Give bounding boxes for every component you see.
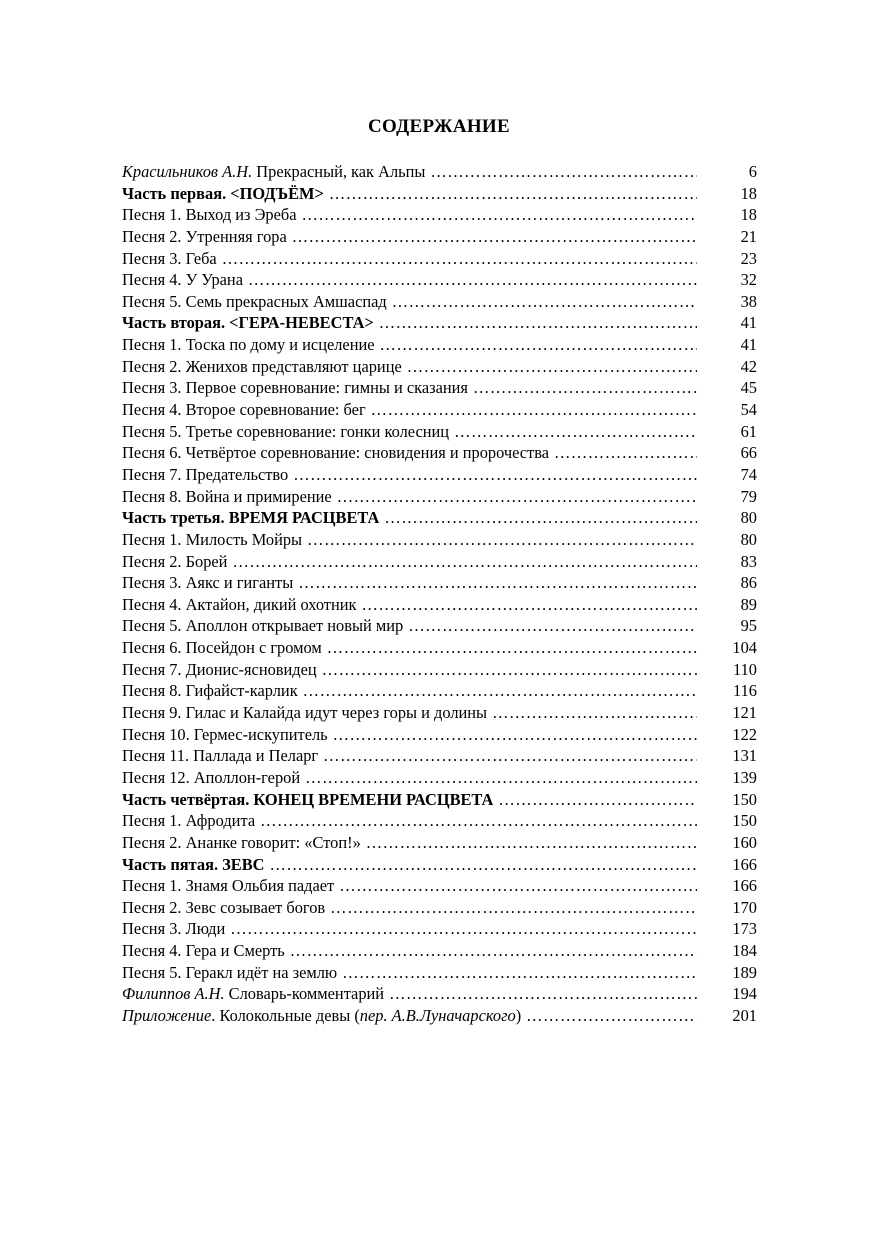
toc-entry-title: Песня 1. Афродита [122,811,256,831]
toc-part-heading [122,312,757,334]
toc-page-number: 38 [740,291,757,311]
toc-page-number: 139 [732,767,757,787]
dot-leader [303,680,697,702]
toc-entry-title: Часть пятая. ЗЕВС [122,854,265,874]
toc-entry [122,464,757,486]
toc-page-number: 150 [732,811,757,831]
toc-page-number: 166 [732,854,757,874]
dot-leader [302,204,697,226]
toc-page-number: 41 [740,313,757,333]
toc-page-number: 41 [740,335,757,355]
toc-entry-title: Песня 2. Женихов представляют царице [122,356,402,376]
dot-leader [270,854,698,876]
dot-leader [366,832,697,854]
dot-leader [292,226,697,248]
toc-page-number: 166 [732,876,757,896]
toc-entry-title: Песня 5. Геракл идёт на землю [122,962,338,982]
dot-leader [290,940,697,962]
toc-entry [122,983,757,1005]
dot-leader [408,615,697,637]
toc-entry [122,1005,757,1027]
toc-part-heading [122,183,757,205]
toc-entry [122,702,757,724]
toc-page-number: 104 [732,638,757,658]
toc-entry [122,680,757,702]
dot-leader [337,486,697,508]
dot-leader [329,183,697,205]
toc-page-number: 89 [740,594,757,614]
toc-page-number: 80 [740,529,757,549]
toc-entry [122,918,757,940]
toc-entry [122,226,757,248]
toc-page-number: 18 [740,183,757,203]
toc-entry [122,486,757,508]
dot-leader [305,767,697,789]
toc-entry-title: Песня 3. Люди [122,919,226,939]
toc-entry [122,421,757,443]
toc-entry [122,637,757,659]
toc-entry-title: Песня 7. Дионис-ясновидец [122,659,317,679]
toc-page-number: 194 [732,984,757,1004]
toc-entry-title: Песня 2. Зевс созывает богов [122,897,326,917]
toc-entry-title: Песня 5. Семь прекрасных Амшаспад [122,291,387,311]
toc-page-number: 83 [740,551,757,571]
toc-entry [122,529,757,551]
toc-entry-title: Песня 10. Гермес-искупитель [122,724,328,744]
toc-page-number: 61 [740,421,757,441]
toc-entry-title: Песня 11. Паллада и Пеларг [122,746,319,766]
toc-entry-title: Песня 4. У Урана [122,270,243,290]
toc-entry-title: Песня 1. Тоска по дому и исцеление [122,335,375,355]
toc-entry [122,832,757,854]
toc-entry-title: Песня 3. Первое соревнование: гимны и сказания [122,378,468,398]
toc-page-number: 150 [732,789,757,809]
toc-entry-title: Песня 6. Посейдон с громом [122,638,322,658]
toc-page-number: 79 [740,486,757,506]
toc-entry-title: Часть третья. ВРЕМЯ РАСЦВЕТА [122,508,380,528]
toc-entry-title: Песня 1. Милость Мойры [122,529,303,549]
toc-entry-title: Часть первая. <ПОДЪЁМ> [122,183,324,203]
toc-page-number: 45 [740,378,757,398]
toc-entry-title: Песня 7. Предательство [122,464,289,484]
dot-leader [407,356,697,378]
toc-page-number: 18 [740,205,757,225]
dot-leader [293,464,697,486]
toc-entry-title: Песня 8. Война и примирение [122,486,332,506]
dot-leader [498,789,697,811]
toc-page-number: 32 [740,270,757,290]
toc-entry [122,724,757,746]
toc-entry-title: Песня 1. Знамя Ольбия падает [122,876,335,896]
toc-entry [122,399,757,421]
toc-entry-title: Песня 5. Аполлон открывает новый мир [122,616,404,636]
toc-entry-title: Часть четвёртая. КОНЕЦ ВРЕМЕНИ РАСЦВЕТА [122,789,494,809]
toc-page-number: 131 [732,746,757,766]
dot-leader [380,334,697,356]
toc-entry-title: Песня 2. Утренняя гора [122,226,287,246]
dot-leader [298,572,697,594]
toc-entry [122,897,757,919]
dot-leader [307,529,697,551]
toc-entry [122,334,757,356]
toc-page-number: 80 [740,508,757,528]
toc-entry-title: Песня 6. Четвёртое соревнование: сновидения и пророчества [122,443,550,463]
toc-entry-title: Песня 3. Геба [122,248,217,268]
toc-entry [122,551,757,573]
dot-leader [222,248,697,270]
dot-leader [260,810,697,832]
dot-leader [430,161,697,183]
dot-leader [389,983,697,1005]
dot-leader [384,507,697,529]
toc-page-number: 184 [732,941,757,961]
toc-entry [122,161,757,183]
toc-part-heading [122,507,757,529]
toc-page-number: 21 [740,226,757,246]
toc-entry-title: Филиппов А.Н. Словарь-комментарий [122,984,385,1004]
toc-entry [122,204,757,226]
toc-entry [122,940,757,962]
dot-leader [323,745,697,767]
dot-leader [232,551,697,573]
dot-leader [339,875,697,897]
toc-entry [122,767,757,789]
toc-entry-title: Песня 2. Ананке говорит: «Стоп!» [122,832,361,852]
toc-entry [122,962,757,984]
toc-entry-title: Часть вторая. <ГЕРА-НЕВЕСТА> [122,313,374,333]
toc-page-number: 201 [732,1005,757,1025]
dot-leader [342,962,697,984]
dot-leader [330,897,697,919]
toc-entry [122,291,757,313]
toc-entry-title: Песня 8. Гифайст-карлик [122,681,298,701]
toc-entry [122,572,757,594]
toc-entry [122,615,757,637]
toc-part-heading [122,854,757,876]
toc-entry-title: Песня 4. Второе соревнование: бег [122,400,366,420]
toc-entry-title: Песня 5. Третье соревнование: гонки колесниц [122,421,450,441]
dot-leader [371,399,697,421]
toc-page-number: 116 [733,681,757,701]
toc-entry [122,442,757,464]
toc-page-number: 189 [732,962,757,982]
toc-page-number: 6 [748,162,757,181]
toc-page-number: 110 [733,659,757,679]
dot-leader [526,1005,697,1027]
toc-page-number: 54 [740,400,757,420]
toc-page-number: 170 [732,897,757,917]
toc-entry-title: Песня 4. Актайон, дикий охотник [122,594,357,614]
dot-leader [379,312,697,334]
toc-page-number: 74 [740,464,757,484]
table-of-contents [122,161,757,1027]
toc-page-number: 160 [732,832,757,852]
toc-entry-title: Песня 1. Выход из Эреба [122,205,297,225]
dot-leader [322,659,697,681]
page-title: СОДЕРЖАНИЕ [368,116,510,137]
dot-leader [473,377,697,399]
toc-entry-title: Песня 3. Аякс и гиганты [122,573,294,593]
dot-leader [333,724,697,746]
dot-leader [392,291,697,313]
toc-entry [122,269,757,291]
toc-entry-title: Приложение. Колокольные девы (пер. А.В.Луначарского) [122,1005,522,1025]
toc-page-number: 42 [740,356,757,376]
toc-entry [122,875,757,897]
toc-entry [122,745,757,767]
toc-entry-title: Песня 9. Гилас и Калайда идут через горы и долины [122,703,488,723]
dot-leader [230,918,697,940]
toc-page-number: 86 [740,573,757,593]
toc-entry-title: Красильников А.Н. Прекрасный, как Альпы [122,162,426,181]
toc-page-number: 122 [732,724,757,744]
dot-leader [492,702,697,724]
toc-entry [122,377,757,399]
toc-page-number: 173 [732,919,757,939]
toc-entry-title: Песня 12. Аполлон-герой [122,767,301,787]
toc-entry-title: Песня 4. Гера и Смерть [122,941,285,961]
toc-page-number: 121 [732,703,757,723]
toc-page-number: 23 [740,248,757,268]
toc-entry [122,356,757,378]
dot-leader [554,442,697,464]
toc-part-heading [122,789,757,811]
toc-page-number: 95 [740,616,757,636]
dot-leader [248,269,697,291]
dot-leader [454,421,697,443]
toc-entry [122,594,757,616]
toc-page-number: 66 [740,443,757,463]
dot-leader [361,594,697,616]
toc-entry-title: Песня 2. Борей [122,551,228,571]
toc-entry [122,248,757,270]
dot-leader [327,637,697,659]
toc-entry [122,659,757,681]
toc-entry [122,810,757,832]
